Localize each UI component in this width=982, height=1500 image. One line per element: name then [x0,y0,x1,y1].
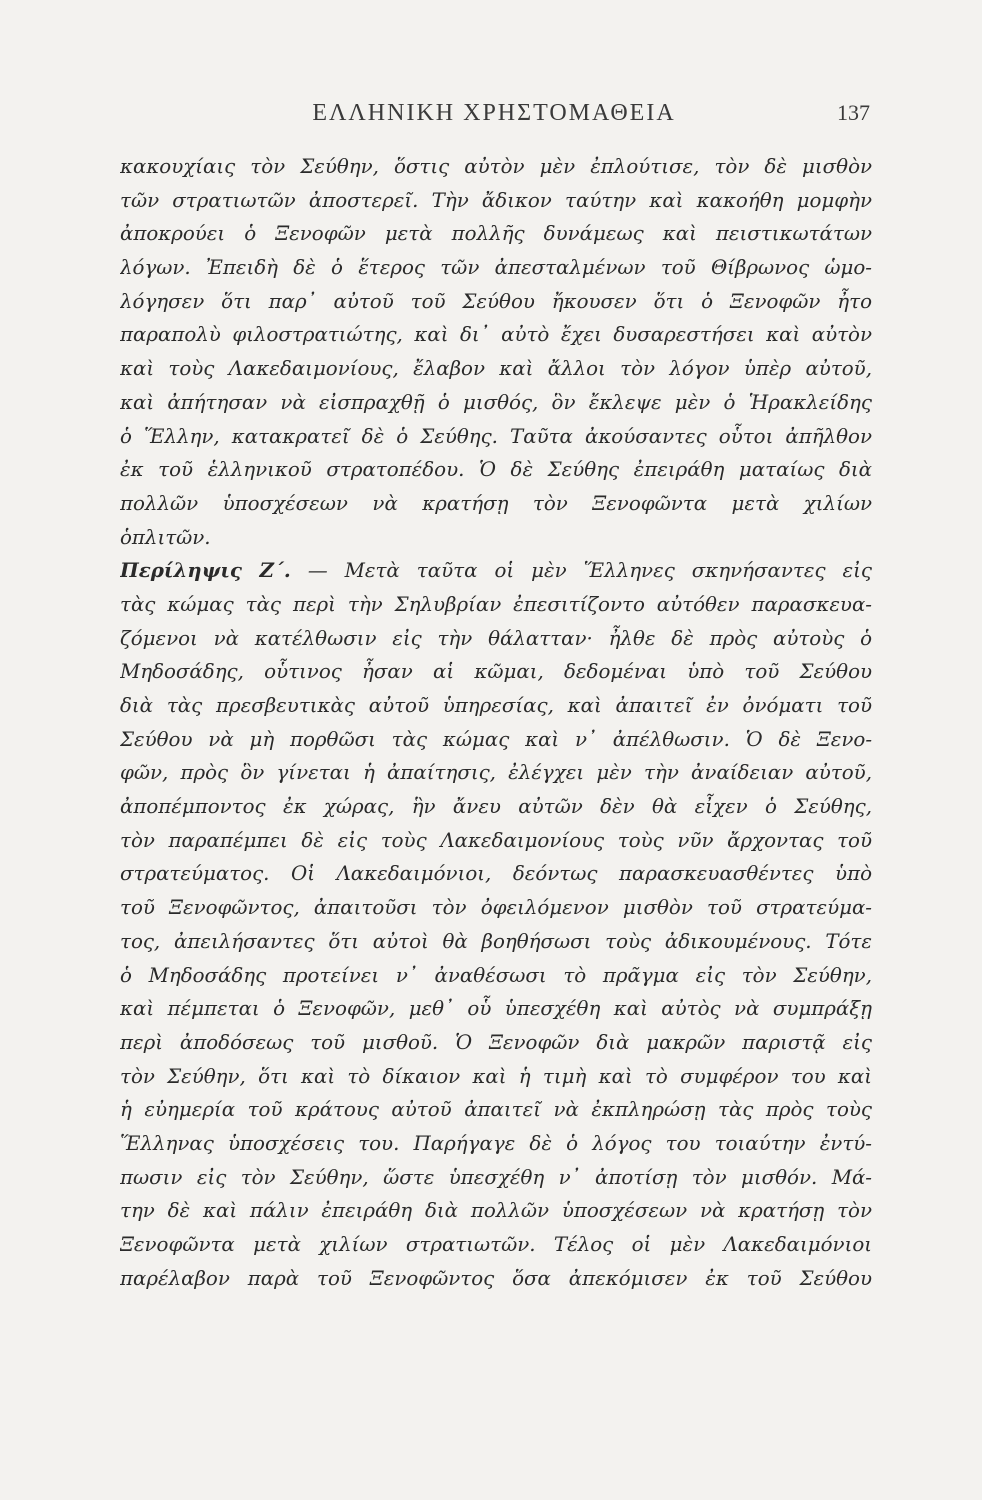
body-text [120,150,872,1295]
text-line: πολλῶν ὑποσχέσεων νὰ κρατήσῃ τὸν Ξενοφῶντα μετὰ χιλίων [120,491,872,515]
text-line: ὁ Μηδοσάδης προτείνει ν᾽ ἀναθέσωσι τὸ πρᾶγμα εἰς τὸν Σεύθην, [120,963,872,987]
section-first-line-text: — Μετὰ ταῦτα οἱ μὲν Ἕλληνες σκηνήσαντες εἰς [307,559,872,583]
text-line: καὶ τοὺς Λακεδαιμονίους, ἔλαβον καὶ ἄλλοι τὸν λόγον ὑπὲρ αὐτοῦ, [120,357,872,381]
text-line: λόγων. Ἐπειδὴ δὲ ὁ ἕτερος τῶν ἀπεσταλμένων τοῦ Θίβρωνος ὡμο- [120,256,872,280]
text-line: φῶν, πρὸς ὃν γίνεται ἡ ἀπαίτησις, ἐλέγχει μὲν τὴν ἀναίδειαν αὐτοῦ, [120,761,872,785]
text-line: τὸν Σεύθην, ὅτι καὶ τὸ δίκαιον καὶ ἡ τιμὴ καὶ τὸ συμφέρον του καὶ [120,1064,872,1088]
text-line: ἀποκρούει ὁ Ξενοφῶν μετὰ πολλῆς δυνάμεως καὶ πειστικωτάτων [120,222,872,246]
text-line: ζόμενοι νὰ κατέλθωσιν εἰς τὴν θάλατταν· ἦλθε δὲ πρὸς αὐτοὺς ὁ [120,626,872,650]
text-line: Ἕλληνας ὑποσχέσεις του. Παρήγαγε δὲ ὁ λόγος του τοιαύτην ἐντύ- [120,1131,872,1155]
text-line: στρατεύματος. Οἱ Λακεδαιμόνιοι, δεόντως παρασκευασθέντες ὑπὸ [120,862,872,886]
text-line: καὶ πέμπεται ὁ Ξενοφῶν, μεθ᾽ οὗ ὑπεσχέθη καὶ αὐτὸς νὰ συμπράξῃ [120,997,872,1021]
running-title: ΕΛΛΗΝΙΚΗ ΧΡΗΣΤΟΜΑΘΕΙΑ [312,100,676,126]
text-line: ὁπλιτῶν. [120,525,211,549]
text-line: Σεύθου νὰ μὴ πορθῶσι τὰς κώμας καὶ ν᾽ ἀπέλθωσιν. Ὁ δὲ Ξενο- [120,727,872,751]
text-line: τὰς κώμας τὰς περὶ τὴν Σηλυβρίαν ἐπεσιτίζοντο αὐτόθεν παρασκευα- [120,592,872,616]
text-line: ἐκ τοῦ ἑλληνικοῦ στρατοπέδου. Ὁ δὲ Σεύθης ἐπειράθη ματαίως διὰ [120,458,872,482]
text-line: πωσιν εἰς τὸν Σεύθην, ὥστε ὑπεσχέθη ν᾽ ἀποτίσῃ τὸν μισθόν. Μά- [120,1165,872,1189]
text-line: κακουχίαις τὸν Σεύθην, ὅστις αὐτὸν μὲν ἐπλούτισε, τὸν δὲ μισθὸν [120,155,872,178]
section-heading: Περίληψις Ζ΄. [120,558,291,583]
text-line: παραπολὺ φιλοστρατιώτης, καὶ δι᾽ αὐτὸ ἔχει δυσαρεστήσει καὶ αὐτὸν [120,323,872,347]
section-summary-z [120,554,872,1295]
text-line: τοῦ Ξενοφῶντος, ἀπαιτοῦσι τὸν ὀφειλόμενον μισθὸν τοῦ στρατεύμα- [120,896,872,920]
text-line: τος, ἀπειλήσαντες ὅτι αὐτοὶ θὰ βοηθήσωσι τοὺς ἀδικουμένους. Τότε [120,929,872,953]
text-line: ὁ Ἕλλην, κατακρατεῖ δὲ ὁ Σεύθης. Ταῦτα ἀκούσαντες οὗτοι ἀπῆλθον [120,424,872,448]
text-line: καὶ ἀπήτησαν νὰ εἰσπραχθῇ ὁ μισθός, ὃν ἔκλεψε μὲν ὁ Ἡρακλείδης [120,390,872,414]
text-line: διὰ τὰς πρεσβευτικὰς αὐτοῦ ὑπηρεσίας, καὶ ἀπαιτεῖ ἐν ὀνόματι τοῦ [120,694,872,717]
text-line: τὸν παραπέμπει δὲ εἰς τοὺς Λακεδαιμονίους τοὺς νῦν ἄρχοντας τοῦ [120,828,872,852]
section-first-line [120,554,872,588]
text-line: περὶ ἀποδόσεως τοῦ μισθοῦ. Ὁ Ξενοφῶν διὰ μακρῶν παριστᾷ εἰς [120,1030,872,1054]
text-line: τῶν στρατιωτῶν ἀποστερεῖ. Τὴν ἄδικον ταύτην καὶ κακοήθη μομφὴν [120,188,872,212]
paragraph-1 [120,150,872,554]
running-header [118,100,870,134]
text-line: παρέλαβον παρὰ τοῦ Ξενοφῶντος ὅσα ἀπεκόμισεν ἐκ τοῦ Σεύθου [120,1266,872,1290]
page-number: 137 [837,100,870,125]
text-line: ἡ εὐημερία τοῦ κράτους αὐτοῦ ἀπαιτεῖ νὰ ἐκπληρώσῃ τὰς πρὸς τοὺς [120,1098,872,1122]
text-line: Μηδοσάδης, οὗτινος ἦσαν αἱ κῶμαι, δεδομέναι ὑπὸ τοῦ Σεύθου [120,660,872,684]
text-line: Ξενοφῶντα μετὰ χιλίων στρατιωτῶν. Τέλος οἱ μὲν Λακεδαιμόνιοι [120,1233,872,1256]
text-line: την δὲ καὶ πάλιν ἐπειράθη διὰ πολλῶν ὑποσχέσεων νὰ κρατήσῃ τὸν [120,1199,872,1223]
text-line: λόγησεν ὅτι παρ᾽ αὐτοῦ τοῦ Σεύθου ἤκουσεν ὅτι ὁ Ξενοφῶν ἦτο [120,289,872,313]
text-line: ἀποπέμποντος ἐκ χώρας, ἣν ἄνευ αὐτῶν δὲν θὰ εἶχεν ὁ Σεύθης, [120,795,872,819]
